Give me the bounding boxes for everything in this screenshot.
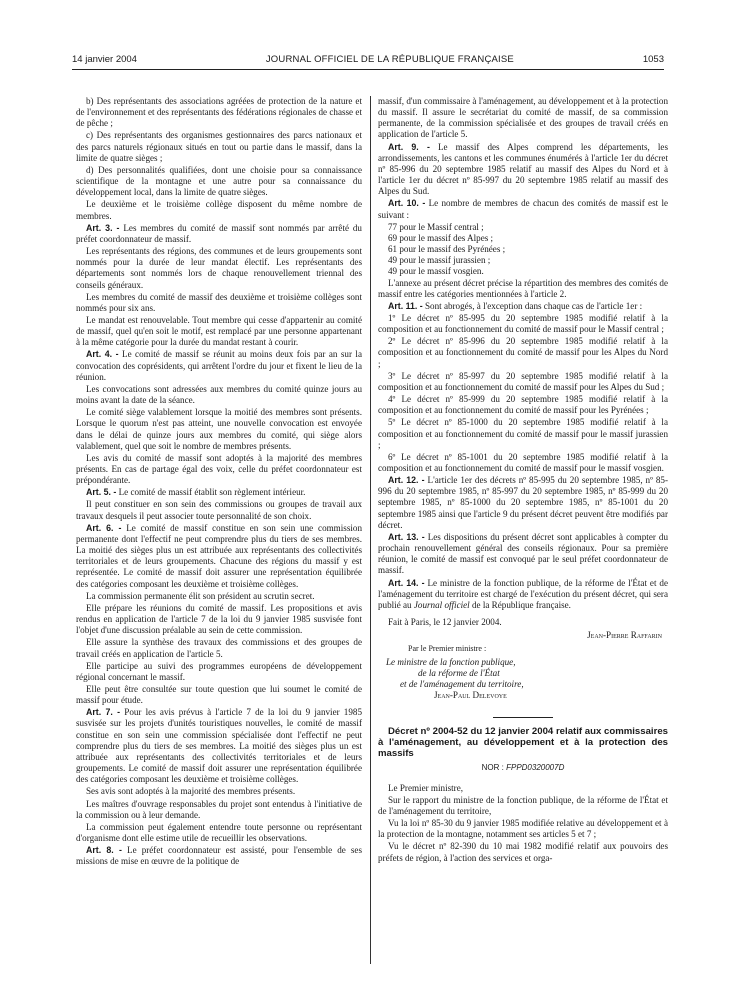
abrogated-decree: 6º Le décret nº 85-1001 du 20 septembre 1985 modifié relatif à la composition et au fonctionnement du comité de massif pour le massif vosgien. bbox=[378, 451, 668, 473]
decree-title: Décret nº 2004-52 du 12 janvier 2004 relatif aux commissaires à l'aménagement, au développement et à la protection des massifs bbox=[378, 725, 668, 759]
paragraph: Le comité siège valablement lorsque la moitié des membres sont présents. Lorsque le quorum n'est pas atteint, une nouvelle convocation est envoyée dans le délai de quinze jours aux membres du comité, qui siège alors valablement, quel que soit le nombre de membres présents. bbox=[76, 407, 362, 451]
by-prime-minister: Par le Premier ministre : bbox=[408, 644, 487, 654]
article-4: Art. 4. - Le comité de massif se réunit au moins deux fois par an sur la convocation des coprésidents, qui arrêtent l'ordre du jour et fixent le lieu de la réunion. bbox=[76, 349, 362, 382]
paragraph: Les maîtres d'ouvrage responsables du projet sont entendus à l'initiative de la commission ou à leur demande. bbox=[76, 798, 362, 820]
paragraph: Elle peut être consultée sur toute question que lui soumet le comité de massif pour étude. bbox=[76, 683, 362, 706]
nor-reference: NOR : FPPD0320007D bbox=[481, 762, 565, 772]
paragraph: Elle prépare les réunions du comité de massif. Les propositions et avis rendus en application de l'article 7 de la loi du 9 janvier 1985 susvisée font l'objet d'une discussion préalable au sein de cette commission. bbox=[76, 602, 362, 636]
article-3: Art. 3. - Les membres du comité de massif sont nommés par arrêté du préfet coordonnateur de massif. bbox=[76, 222, 362, 244]
minister-title-line: et de l'aménagement du territoire, bbox=[400, 678, 524, 689]
article-label: Art. 3. - bbox=[86, 222, 120, 233]
article-label: Art. 5. - bbox=[86, 487, 117, 498]
paragraph: La commission peut également entendre toute personne ou représentant d'organisme dont elle estime utile de recueillir les observations. bbox=[76, 821, 362, 843]
list-item: 77 pour le Massif central ; bbox=[388, 221, 484, 232]
article-label: Art. 13. - bbox=[388, 531, 425, 542]
paragraph: Les convocations sont adressées aux membres du comité quinze jours au moins avant la date de la séance. bbox=[76, 383, 362, 406]
header-page-number: 1053 bbox=[642, 53, 664, 65]
article-7: Art. 7. - Pour les avis prévus à l'article 7 de la loi du 9 janvier 1985 susvisée sur les projets d'unités touristiques nouvelles, le comité de massif constitue en son sein une commission spécialisée dont l'effectif ne peut comprendre plus du tiers de ses membres. La moitié des sièges plus un est attribuée aux représentants des collectivités territoriales et de leurs groupements. Le comité de massif doit assurer une représentation équilibrée des catégories composant les deuxième et troisième collèges. bbox=[76, 707, 362, 785]
member-count-list bbox=[378, 222, 668, 278]
paragraph: Elle assure la synthèse des travaux des commissions et des groupes de travail créés en application de l'article 5. bbox=[76, 637, 362, 659]
abrogated-decree: 3º Le décret nº 85-997 du 20 septembre 1985 modifié relatif à la composition et au fonctionnement du comité de massif pour les Alpes du Sud ; bbox=[378, 370, 668, 392]
header-date: 14 janvier 2004 bbox=[72, 53, 137, 65]
article-10: Art. 10. - Le nombre de membres de chacun des comités de massif est le suivant : bbox=[378, 198, 669, 220]
header-rule bbox=[72, 69, 664, 70]
article-label: Art. 11. - bbox=[388, 300, 423, 311]
paragraph: b) Des représentants des associations agréées de protection de la nature et de l'environnement et des représentants des fédérations régionales de chasse et de pêche ; bbox=[76, 96, 362, 129]
article-label: Art. 10. - bbox=[388, 198, 426, 209]
article-11: Art. 11. - Sont abrogés, à l'exception dans chaque cas de l'article 1er : bbox=[388, 300, 643, 311]
nor-code: FPPD0320007D bbox=[506, 762, 565, 772]
page-header bbox=[72, 52, 664, 66]
article-13: Art. 13. - Les dispositions du présent décret sont applicables à compter du prochain renouvellement général des conseils régionaux. Pour sa première réunion, le comité de massif est convoqué par le seul préfet coordonnateur de massif. bbox=[378, 531, 668, 576]
article-label: Art. 9. - bbox=[388, 141, 430, 152]
header-title: JOURNAL OFFICIEL DE LA RÉPUBLIQUE FRANÇAISE bbox=[265, 53, 514, 65]
minister-name: Jean-Paul Delevoye bbox=[434, 689, 507, 700]
paragraph: Le deuxième et le troisième collège disposent du même nombre de membres. bbox=[76, 199, 362, 221]
abrogated-decree: 5º Le décret nº 85-1000 du 20 septembre 1985 modifié relatif à la composition et au fonctionnement du comité de massif pour le massif jurassien ; bbox=[378, 417, 668, 450]
list-item: 49 pour le massif jurassien ; bbox=[388, 255, 491, 266]
minister-title-line: de la réforme de l'État bbox=[418, 667, 500, 678]
column-divider bbox=[370, 96, 371, 964]
paragraph: Le Premier ministre, bbox=[388, 782, 464, 793]
article-5: Art. 5. - Le comité de massif établit son règlement intérieur. bbox=[86, 487, 306, 498]
paragraph: Les membres du comité de massif des deuxième et troisième collèges sont nommés pour six ans. bbox=[76, 291, 362, 313]
minister-title-line: Le ministre de la fonction publique, bbox=[386, 656, 516, 667]
article-label: Art. 8. - bbox=[86, 845, 122, 856]
paragraph: Sur le rapport du ministre de la fonction publique, de la réforme de l'État et de l'aménagement du territoire, bbox=[378, 794, 668, 816]
paragraph: Les représentants des régions, des communes et de leurs groupements sont nommés pour la durée de leur mandat électif. Les représentants des départements sont nommés lors de chaque renouvellement triennal des conseils généraux. bbox=[76, 246, 362, 290]
paragraph: Vu le décret nº 82-390 du 10 mai 1982 modifié relatif aux pouvoirs des préfets de région, à l'action des services et orga- bbox=[378, 841, 668, 863]
paragraph: Le mandat est renouvelable. Tout membre qui cesse d'appartenir au comité de massif, quel qu'en soit le motif, est remplacé par une personne appartenant à la même catégorie pour la durée du mandat restant à courir. bbox=[76, 314, 362, 348]
list-item: 61 pour le massif des Pyrénées ; bbox=[388, 244, 506, 255]
paragraph: Ses avis sont adoptés à la majorité des membres présents. bbox=[86, 786, 296, 797]
paragraph: Vu la loi nº 85-30 du 9 janvier 1985 modifiée relative au développement et à la protection de la montagne, notamment ses articles 5 et 7 ; bbox=[378, 818, 668, 840]
article-8: Art. 8. - Le préfet coordonnateur est assisté, pour l'ensemble de ses missions de mise en œuvre de la politique de bbox=[76, 845, 363, 867]
paragraph: c) Des représentants des organismes gestionnaires des parcs nationaux et des parcs naturels régionaux situés en tout ou partie dans le massif, dans la limite de quatre sièges ; bbox=[76, 130, 362, 163]
article-6: Art. 6. - Le comité de massif constitue en son sein une commission permanente dont l'effectif ne peut comprendre plus du tiers de ses membres. La moitié des sièges plus un est attribuée aux représentants des collectivités territoriales et de leurs groupements. Chacune des régions du massif y est représentée. Le comité de massif doit assurer une représentation équilibrée des catégories composant les deuxième et troisième collèges. bbox=[76, 522, 362, 589]
abrogated-decree: 2º Le décret nº 85-996 du 20 septembre 1985 modifié relatif à la composition et au fonctionnement du comité de massif pour les Alpes du Nord ; bbox=[378, 336, 668, 369]
article-label: Art. 12. - bbox=[388, 475, 425, 486]
article-label: Art. 6. - bbox=[86, 522, 122, 533]
paragraph: Il peut constituer en son sein des commissions ou groupes de travail aux travaux desquels il peut associer toute personnalité de son choix. bbox=[76, 499, 362, 521]
paragraph: Les avis du comité de massif sont adoptés à la majorité des membres présents. En cas de partage égal des voix, celle du préfet coordonnateur est prépondérante. bbox=[76, 452, 362, 486]
paragraph: Elle participe au suivi des programmes européens de développement régional concernant le massif. bbox=[76, 660, 362, 682]
section-separator bbox=[493, 717, 553, 718]
signature-place-date: Fait à Paris, le 12 janvier 2004. bbox=[388, 617, 502, 628]
article-label: Art. 14. - bbox=[388, 577, 425, 588]
signatory-name: Jean-Pierre Raffarin bbox=[587, 630, 662, 641]
list-item: 69 pour le massif des Alpes ; bbox=[388, 232, 494, 243]
article-14: Art. 14. - Le ministre de la fonction publique, de la réforme de l'État et de l'aménagement du territoire est chargé de l'exécution du présent décret, qui sera publié au Journal officiel de la République française. bbox=[378, 577, 668, 610]
minister-signature bbox=[386, 657, 668, 701]
paragraph: La commission permanente élit son président au scrutin secret. bbox=[86, 590, 315, 601]
abrogated-decree: 4º Le décret nº 85-999 du 20 septembre 1985 modifié relatif à la composition et au fonctionnement du comité de massif pour les Pyrénées ; bbox=[378, 394, 668, 416]
paragraph: massif, d'un commissaire à l'aménagement, au développement et à la protection du massif. Il assure le secrétariat du comité de massif, de sa commission permanente, de la commission spécialisée et des groupes de travail créés en application de l'article 5. bbox=[378, 96, 668, 140]
article-9: Art. 9. - Le massif des Alpes comprend les départements, les arrondissements, les cantons et les communes énumérés à l'article 1er du décret nº 85-996 du 20 septembre 1985 relatif au massif des Alpes du Nord et à l'article 1er du décret nº 85-997 du 20 septembre 1985 relatif au massif des Alpes du Sud. bbox=[378, 141, 668, 197]
abrogated-decree: 1º Le décret nº 85-995 du 20 septembre 1985 modifié relatif à la composition et au fonctionnement du comité de massif pour le Massif central ; bbox=[378, 312, 668, 335]
article-label: Art. 4. - bbox=[86, 349, 119, 360]
article-label: Art. 7. - bbox=[86, 707, 121, 718]
article-12: Art. 12. - L'article 1er des décrets nº 85-995 du 20 septembre 1985, nº 85-996 du 20 septembre 1985, nº 85-997 du 20 septembre 1985, nº 85-999 du 20 septembre 1985, nº 85-1000 du 20 septembre 1985, nº 85-1001 du 20 septembre 1985 ainsi que l'article 9 du présent décret peuvent être modifiés par décret. bbox=[378, 475, 669, 530]
journal-officiel-ref: Journal officiel bbox=[413, 599, 470, 610]
right-column bbox=[378, 96, 668, 865]
paragraph: d) Des personnalités qualifiées, dont une choisie pour sa connaissance scientifique de la montagne et une autre pour sa connaissance du développement local, dans la limite de quatre sièges. bbox=[76, 164, 362, 198]
left-column bbox=[76, 96, 362, 868]
paragraph: L'annexe au présent décret précise la répartition des membres des comités de massif entre les catégories mentionnées à l'article 2. bbox=[378, 277, 668, 299]
list-item: 49 pour le massif vosgien. bbox=[388, 266, 484, 277]
